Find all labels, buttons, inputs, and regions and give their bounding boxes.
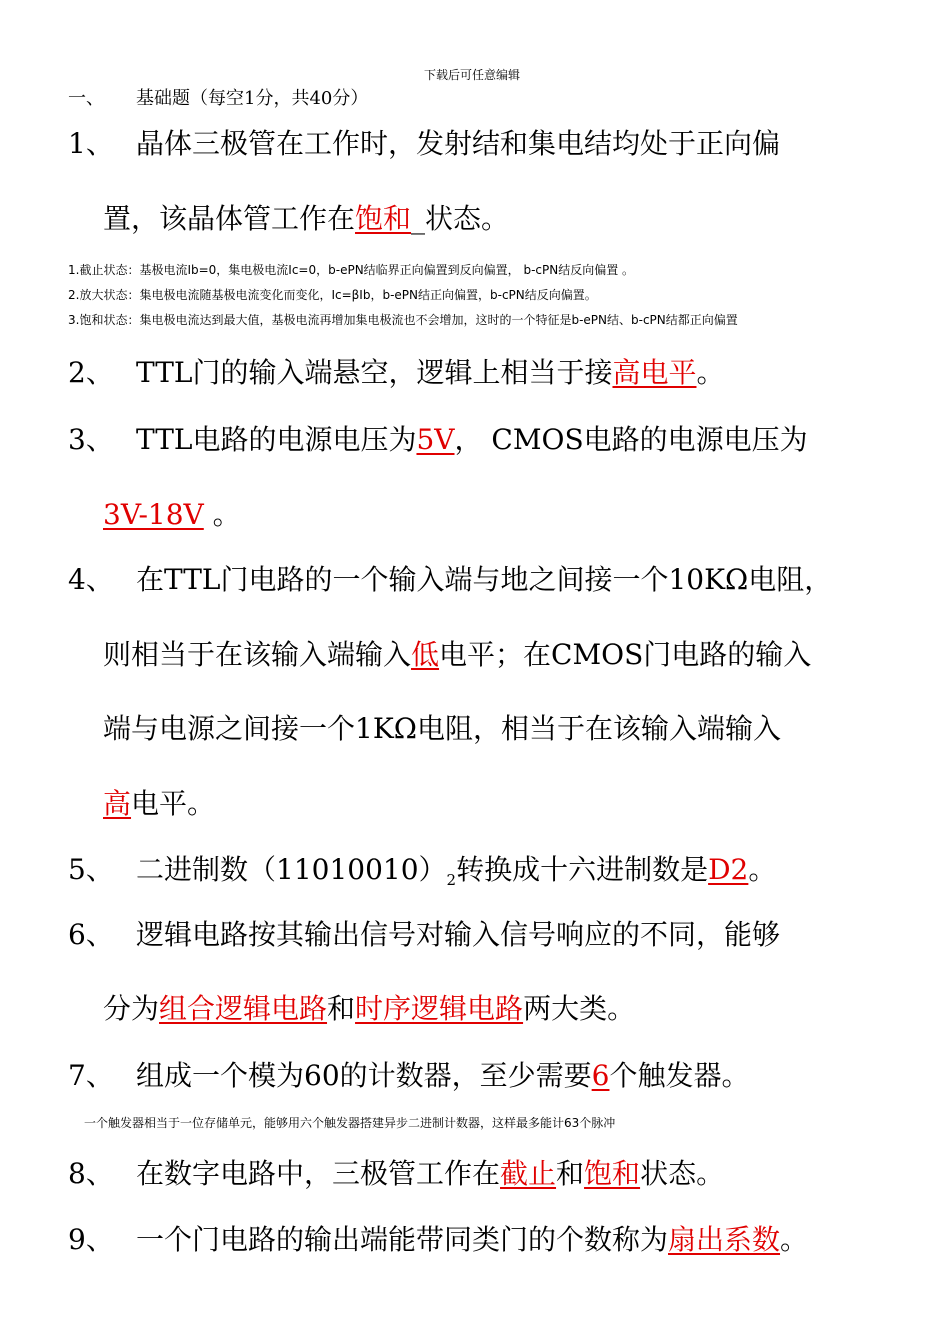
q6-text-c: 两大类。 — [523, 992, 636, 1025]
q5-answer: D2 — [708, 853, 749, 886]
q3-line1 — [136, 418, 808, 458]
q8-number: 8、 — [68, 1157, 114, 1190]
q6-answer1: 组合逻辑电路 — [159, 992, 328, 1025]
q1-line2 — [103, 197, 509, 237]
q4-text-a: 则相当于在该输入端输入 — [103, 638, 412, 671]
q3-text-a: TTL电路的电源电压为 — [136, 423, 417, 456]
q3-text-b: ， CMOS电路的电源电压为 — [454, 423, 808, 456]
q6-answer2: 时序逻辑电路 — [355, 992, 524, 1025]
q8-line — [136, 1152, 724, 1192]
q1-text-b: _状态。 — [411, 202, 510, 235]
q3-text-c: 。 — [203, 498, 241, 531]
note-cutoff: 1.截止状态：基极电流Ib=0，集电极电流Ic=0，b-ePN结临界正向偏置到反向偏置， b-cPN结反向偏置 。 — [68, 263, 635, 277]
q2-text-a: TTL门的输入端悬空，逻辑上相当于接 — [136, 356, 613, 389]
q9-text-b: 。 — [780, 1223, 809, 1256]
q9-number: 9、 — [68, 1223, 114, 1256]
q3-line2 — [103, 493, 241, 533]
q5-number: 5、 — [68, 853, 114, 886]
note-saturate: 3.饱和状态：集电极电流达到最大值，基极电流再增加集电极流也不会增加，这时的一个特征是b-ePN结、b-cPN结都正向偏置 — [68, 313, 738, 327]
q7-line — [136, 1054, 749, 1094]
q4-answer1: 低 — [411, 638, 440, 671]
q2-text-b: 。 — [696, 356, 725, 389]
q5-text-c: 。 — [748, 853, 777, 886]
q5-text-a: 二进制数（11010010） — [136, 853, 447, 886]
q7-text-b: 个触发器。 — [609, 1059, 750, 1092]
q2-number: 2、 — [68, 356, 114, 389]
q1-answer: 饱和 — [355, 202, 412, 235]
q6-line2 — [103, 987, 635, 1027]
q3-number: 3、 — [68, 423, 114, 456]
q3-answer1: 5V — [416, 423, 455, 456]
q1-number: 1、 — [68, 127, 114, 160]
q4-number: 4、 — [68, 563, 114, 596]
q3-answer2: 3V-18V — [103, 498, 204, 531]
q6-text-a: 分为 — [103, 992, 160, 1025]
q5-subscript: 2 — [446, 871, 457, 889]
q4-text-c: 电平。 — [131, 787, 216, 820]
q1-text-a: 置，该晶体管工作在 — [103, 202, 356, 235]
page-header: 下载后可任意编辑 — [424, 68, 521, 82]
q9-line — [136, 1218, 808, 1258]
q2-answer: 高电平 — [612, 356, 697, 389]
section-title: 基础题（每空1分，共40分） — [136, 88, 369, 109]
q6-line1: 逻辑电路按其输出信号对输入信号响应的不同，能够 — [136, 918, 781, 951]
q8-answer1: 截止 — [500, 1157, 557, 1190]
q7-number: 7、 — [68, 1059, 114, 1092]
note-amplify: 2.放大状态：集电极电流随基极电流变化而变化，Ic=βIb，b-ePN结正向偏置，b-cPN结反向偏置。 — [68, 288, 597, 302]
q8-text-c: 状态。 — [640, 1157, 725, 1190]
section-number: 一、 — [68, 88, 104, 109]
q2-line — [136, 351, 725, 391]
q4-line2 — [103, 633, 811, 673]
q5-text-b: 转换成十六进制数是 — [456, 853, 709, 886]
q4-line4 — [103, 782, 215, 822]
q8-answer2: 饱和 — [584, 1157, 641, 1190]
q7-text-a: 组成一个模为60的计数器，至少需要 — [136, 1059, 592, 1092]
q9-answer: 扇出系数 — [668, 1223, 781, 1256]
q8-text-a: 在数字电路中，三极管工作在 — [136, 1157, 501, 1190]
q8-text-b: 和 — [556, 1157, 585, 1190]
q4-answer2: 高 — [103, 787, 132, 820]
q1-line1: 晶体三极管在工作时，发射结和集电结均处于正向偏 — [136, 127, 781, 160]
q6-text-b: 和 — [327, 992, 356, 1025]
q4-line1: 在TTL门电路的一个输入端与地之间接一个10KΩ电阻， — [136, 563, 833, 596]
q7-answer: 6 — [591, 1059, 610, 1092]
note-flipflop: 一个触发器相当于一位存储单元，能够用六个触发器搭建异步二进制计数器，这样最多能计63个脉冲 — [84, 1116, 616, 1130]
q5-line — [136, 848, 776, 889]
q4-text-b: 电平；在CMOS门电路的输入 — [439, 638, 812, 671]
q4-line3: 端与电源之间接一个1KΩ电阻，相当于在该输入端输入 — [103, 712, 781, 745]
q6-number: 6、 — [68, 918, 114, 951]
q9-text-a: 一个门电路的输出端能带同类门的个数称为 — [136, 1223, 669, 1256]
